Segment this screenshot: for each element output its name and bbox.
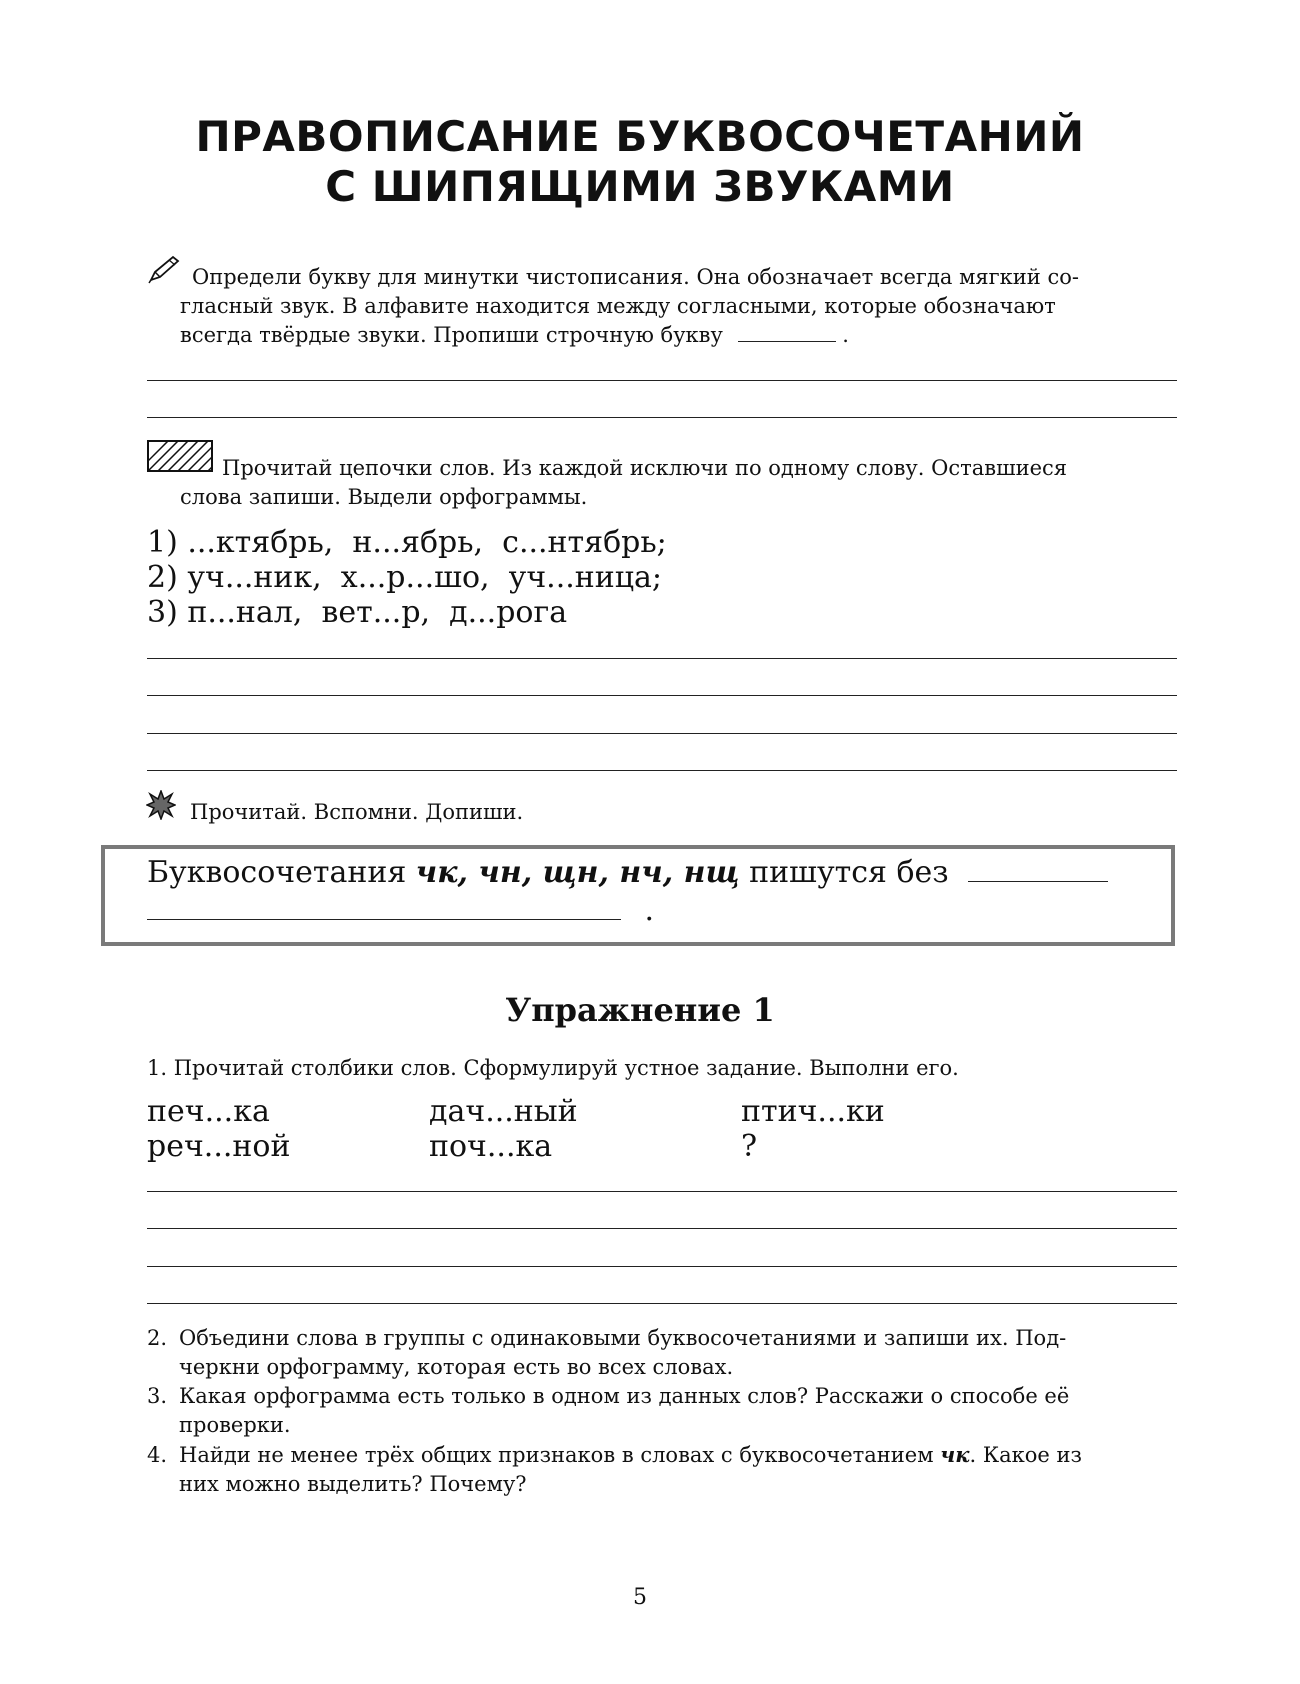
exercise-heading: Упражнение 1 — [505, 991, 775, 1029]
page-title — [0, 112, 1280, 212]
writing-line[interactable] — [147, 733, 1177, 734]
task3-text: Прочитай. Вспомни. Допиши. — [190, 800, 524, 824]
word-item: ? — [741, 1129, 758, 1164]
word-item: реч...ной — [147, 1129, 291, 1164]
writing-line[interactable] — [147, 1191, 1177, 1192]
task2-line-1: Прочитай цепочки слов. Из каждой исключи по одному слову. Оставшиеся — [222, 456, 1068, 480]
writing-line[interactable] — [147, 417, 1177, 418]
task1-end: . — [842, 323, 849, 347]
rule-line-1 — [147, 854, 1157, 892]
writing-line[interactable] — [147, 380, 1177, 381]
rule-statement — [147, 854, 1157, 930]
task1-line-3 — [147, 321, 1177, 350]
word-column-1 — [147, 1094, 290, 1164]
title-line-1: ПРАВОПИСАНИЕ БУКВОСОЧЕТАНИЙ — [195, 112, 1085, 161]
word-chain-1: 1) ...ктябрь, н...ябрь, с...нтябрь; — [147, 525, 667, 560]
exercise1-item-1: 1. Прочитай столбики слов. Сформулируй устное задание. Выполни его. — [147, 1056, 959, 1080]
item-text: черкни орфограмму, которая есть во всех словах. — [179, 1355, 734, 1379]
item-combo: чк — [940, 1442, 970, 1467]
star-icon — [146, 790, 176, 820]
item-number: 4. — [147, 1443, 168, 1467]
writing-line[interactable] — [147, 770, 1177, 771]
page-number: 5 — [633, 1585, 647, 1610]
item-text: Какая орфограмма есть только в одном из данных слов? Расскажи о способе её — [179, 1384, 1070, 1408]
item-number: 3. — [147, 1384, 168, 1408]
item-text: проверки. — [179, 1413, 291, 1437]
task1-text — [147, 263, 1177, 350]
word-item: птич...ки — [741, 1094, 885, 1129]
rule-prefix: Буквосочетания — [147, 855, 416, 890]
exercise1-item-4 — [147, 1440, 1177, 1499]
rule-blank-1[interactable] — [968, 881, 1108, 882]
task1-line-3-text: всегда твёрдые звуки. Пропиши строчную букву — [180, 323, 723, 347]
item-text: них можно выделить? Почему? — [179, 1472, 527, 1496]
word-column-2 — [429, 1094, 578, 1164]
task1-line-1: Определи букву для минутки чистописания. Она обозначает всегда мягкий со- — [192, 265, 1079, 289]
rule-suffix: пишутся без — [739, 855, 949, 890]
word-item: дач...ный — [429, 1094, 578, 1129]
rule-combos: чк, чн, щн, нч, нщ — [415, 855, 740, 890]
writing-line[interactable] — [147, 695, 1177, 696]
title-line-2: С ШИПЯЩИМИ ЗВУКАМИ — [325, 162, 955, 211]
letter-blank[interactable] — [738, 341, 836, 342]
item-number: 2. — [147, 1326, 168, 1350]
word-item: печ...ка — [147, 1094, 270, 1129]
exercise1-items — [147, 1324, 1177, 1499]
writing-line[interactable] — [147, 1228, 1177, 1229]
exercise1-item-2 — [147, 1324, 1177, 1382]
writing-line[interactable] — [147, 1266, 1177, 1267]
writing-line[interactable] — [147, 1303, 1177, 1304]
task1-line-2: гласный звук. В алфавите находится между согласными, которые обозначают — [180, 294, 1056, 318]
word-chain-3: 3) п...нал, вет...р, д...рога — [147, 595, 568, 630]
word-chain-2: 2) уч...ник, х...р...шо, уч...ница; — [147, 560, 663, 595]
item-text: Найди не менее трёх общих признаков в словах с буквосочетанием — [179, 1443, 941, 1467]
writing-line[interactable] — [147, 658, 1177, 659]
item-text: Объедини слова в группы с одинаковыми буквосочетаниями и запиши их. Под- — [179, 1326, 1067, 1350]
word-column-3 — [741, 1094, 885, 1164]
task2-text — [147, 454, 1177, 512]
item-text: . Какое из — [969, 1443, 1082, 1467]
word-chains — [147, 525, 1177, 630]
rule-line-2 — [147, 892, 1157, 930]
word-item: поч...ка — [429, 1129, 553, 1164]
rule-end: . — [644, 893, 655, 928]
exercise1-item-3 — [147, 1382, 1177, 1440]
task2-line-2: слова запиши. Выдели орфограммы. — [180, 485, 588, 509]
rule-blank-2[interactable] — [147, 919, 621, 920]
